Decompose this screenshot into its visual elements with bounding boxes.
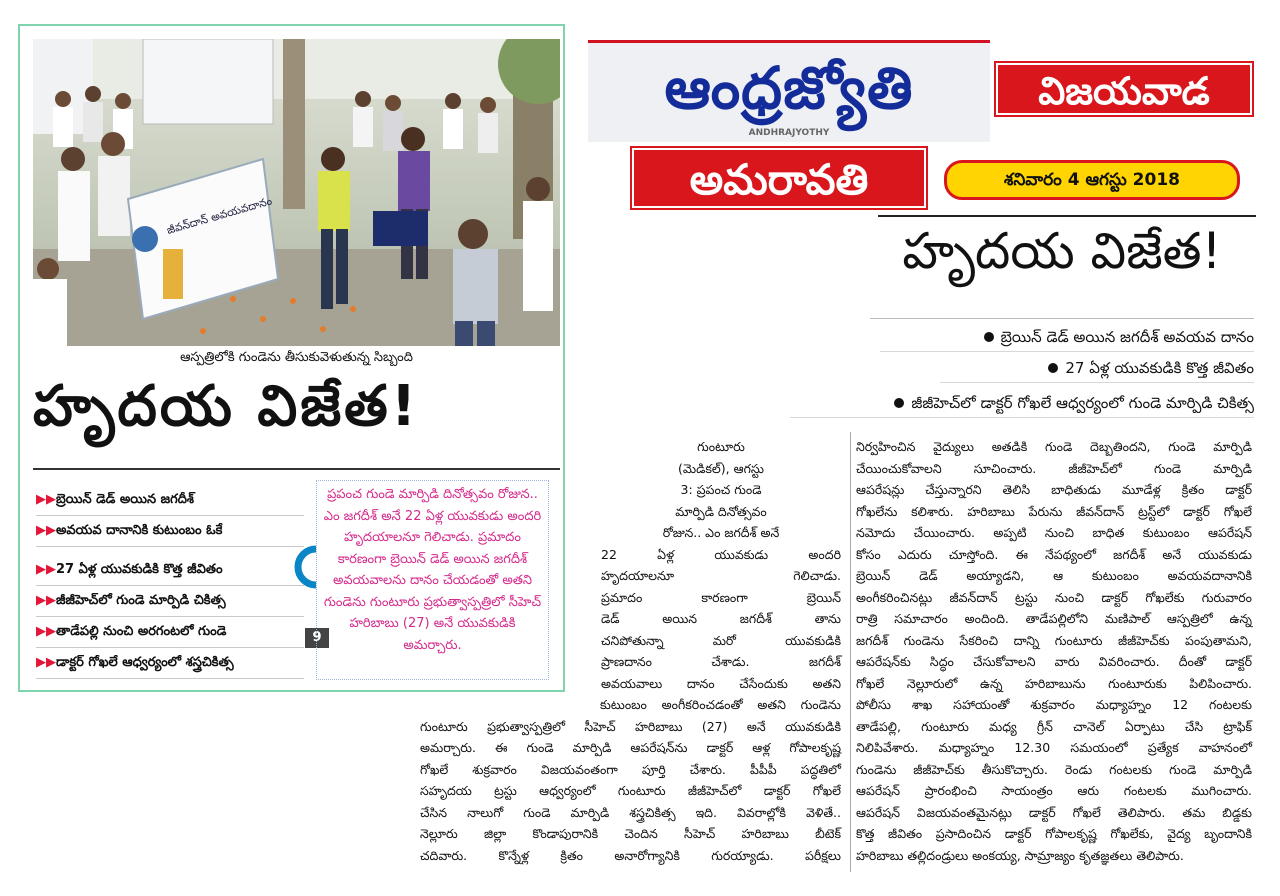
left-headline: హృదయ విజేత! [33,374,420,439]
article-col-2 [856,436,1252,866]
date-badge: శనివారం 4 ఆగస్టు 2018 [944,160,1240,200]
text-line: మార్పిడి దినోత్సవం [675,503,767,519]
right-rule [878,215,1256,217]
text-line: గోఖలేను కలిశారు. హరిబాబు పేరును జీవన్‌దాన్ ట్రస్ట్‌లో డాక్టర్ గోఖలే [856,503,1252,519]
text-line: నెల్లూరు జిల్లా కొండాపురానికి చెందిన సీహెచ్ హరిబాబు బీటెక్ [420,826,841,841]
bullet-icon [984,332,994,342]
text-line: ఆపరేషన్‌కు సిద్ధం చేసుకోవాలని వారు వివరించారు. దీంతో డాక్టర్ [856,654,1252,669]
right-rule-2 [870,318,1254,319]
text-line: హరిబాబు తల్లిదండ్రులు అంకయ్య, సామ్రాజ్యం కృతజ్ఞతలు తెలిపారు. [856,847,1184,863]
text-line: చేసిన నాలుగో గుండె మార్పిడి శస్త్రచికిత్స ఇది. వివరాల్లోకి వెళితే.. [420,804,841,820]
text-line: అమర్చారు. ఈ గుండె మార్పిడి ఆపరేషన్‌ను డాక్టర్ ఆళ్ల గోపాలకృష్ణ [420,740,841,755]
left-point-2: ▶▶అవయవ దానానికి కుటుంబం ఓకే [36,523,304,547]
summary-box: ప్రపంచ గుండె మార్పిడి దినోత్సవం రోజున.. ఎం జగదీశ్ అనే 22 ఏళ్ల యువకుడు అందరి హృదయాలనూ గెలిచాడు. ప్రమాదం కారణంగా బ్రెయిన్ డెడ్ అయిన జగదీశ్ అవయవాలను దానం చేయడంతో అతని గుండెను గుంటూరు ప్రభుత్వాస్పత్రిలో సీహెచ్ హరిబాబు (27) అనే యువకుడికి అమర్చారు. [316,480,549,680]
photo-caption: ఆస్పత్రిలోకి గుండెను తీసుకువెళుతున్న సిబ్బంది [180,350,413,365]
text-line: కుటుంబం అంగీకరించడంతో అతని గుండెను [600,697,841,712]
arrow-icon: ▶▶ [36,593,56,608]
right-point-3: జీజీహెచ్‌లో డాక్టర్ గోఖలే ఆధ్వర్యంలో గుండె మార్పిడి చికిత్స [790,394,1254,418]
bullet-icon [1048,363,1058,373]
masthead-name: ఆంధ్రజ్యోతి [664,54,914,122]
text-line: అంగీకరించినట్లు జీవన్‌దాన్ ట్రస్టు నుంచి డాక్టర్ గోఖలేకు గురువారం [856,589,1252,605]
masthead-english: ANDHRAJYOTHY [748,128,830,138]
text-line: నిలిపివేశారు. మధ్యాహ్నం 12.30 సమయంలో ప్రత్యేక వాహనంలో [856,740,1252,755]
column-divider [850,432,851,872]
arrow-icon: ▶▶ [36,624,56,639]
text-line: 3: ప్రపంచ గుండె [680,482,762,497]
page-number-badge: 9 [305,628,329,648]
text-line: రాత్రి సమాచారం అందింది. తాడేపల్లిలోని మణిపాల్ ఆస్పత్రిలో ఉన్న [856,611,1252,626]
right-headline: హృదయ విజేత! [902,222,1222,280]
left-point-6: ▶▶డాక్టర్ గోఖలే ఆధ్వర్యంలో శస్త్రచికిత్స [36,655,304,679]
text-line: ఆపరేషన్లు చేస్తున్నారని తెలిసి బాధితుడు మూడేళ్ల క్రితం డాక్టర్ [856,482,1252,497]
text-line: తాడేపల్లి, గుంటూరు మధ్య గ్రీన్ చానెల్ ఏర్పాటు చేసి ట్రాఫిక్ [856,718,1252,734]
text-line: 22 ఏళ్ల యువకుడు అందరి [601,546,841,562]
left-point-5: ▶▶తాడేపల్లి నుంచి అరగంటలో గుండె [36,624,304,648]
left-divider [33,468,560,470]
text-line: చనిపోతున్నా మరో యువకుడికి [601,632,841,648]
article-col-1-wide [420,694,841,866]
text-line: ఆపరేషన్ ప్రారంభించి సాయంత్రం ఆరు గంటలకు ముగించారు. [856,783,1252,798]
text-line: చదివారు. కొన్నేళ్ల క్రితం అనారోగ్యానికి గురయ్యాడు. పరీక్షలు [420,847,841,863]
text-line: గుంటూరు ప్రభుత్వాస్పత్రిలో సీహెచ్ హరిబాబు (27) అనే యువకుడికి [420,718,841,734]
text-line: అవయవాలు దానం చేసేందుకు అతని [601,675,841,691]
city-label: విజయవాడ [996,63,1252,115]
text-line: ఆపరేషన్ విజయవంతమైనట్లు డాక్టర్ గోఖలే తెలిపారు. తమ బిడ్డకు [856,804,1252,820]
right-point-2: 27 ఏళ్ల యువకుడికి కొత్త జీవితం [940,359,1254,383]
text-line: చేయించుకోవాలని సూచించారు. జీజీహెచ్‌లో గుండె మార్పిడి [856,460,1252,476]
text-line: జగదీశ్ గుండెను సేకరించి దాన్ని గుంటూరు జీజీహెచ్‌కు పంపుతామని, [856,632,1252,648]
text-line: గోఖలే శుక్రవారం విజయవంతంగా పూర్తి చేశారు. పీపీపీ పద్ధతిలో [420,761,841,777]
text-line: గుండెను జీజీహెచ్‌కు తీసుకొచ్చారు. రెండు గంటలకు గుండె మార్పిడి [856,761,1252,777]
arrow-icon: ▶▶ [36,655,56,670]
text-line: నిర్వహించిన వైద్యులు అతడికి గుండె దెబ్బతిందని, గుండె మార్పిడి [856,439,1252,454]
arrow-icon: ▶▶ [36,492,56,507]
text-line: పోలీసు శాఖ సహాయంతో శుక్రవారం మధ్యాహ్నం 12 గంటలకు [856,697,1252,712]
bullet-icon [894,398,904,408]
left-point-4: ▶▶జీజీహెచ్‌లో గుండె మార్పిడి చికిత్స [36,593,304,617]
text-line: గోఖలే నెల్లూరులో ఉన్న హరిబాబును గుంటూరుకు పిలిపించారు. [856,675,1252,691]
text-line: హృదయాలనూ గెలిచాడు. [601,568,841,583]
arrow-icon: ▶▶ [36,562,56,577]
text-line: కొత్త జీవితం ప్రసాదించిన డాక్టర్ గోపాలకృష్ణ గోఖలేకు, వైద్య బృందానికి [856,826,1252,841]
left-point-3: ▶▶27 ఏళ్ల యువకుడికి కొత్త జీవితం [36,562,304,586]
masthead-logo [588,40,990,142]
text-line: గుంటూరు [697,439,745,454]
text-line: కోసం ఎదురు చూస్తోంది. ఈ నేపథ్యంలో జగదీశ్ అనే యువకుడు [856,546,1252,562]
photo-illustration [33,39,560,346]
left-point-1: ▶▶బ్రెయిన్ డెడ్ అయిన జగదీశ్ [36,492,304,516]
news-photo [33,39,560,346]
arrow-icon: ▶▶ [36,523,56,538]
right-point-1: బ్రెయిన్ డెడ్ అయిన జగదీశ్ అవయవ దానం [880,328,1254,352]
text-line: రోజున.. ఎం జగదీశ్ అనే [662,525,780,540]
text-line: నమోదు చేయించారు. అప్పటి నుంచి బాధిత కుటుంబం ఆపరేషన్ [856,525,1252,540]
text-line: డెడ్ అయిన జగదీశ్ తాను [601,611,841,626]
text-line: (మెడికల్), ఆగస్టు [678,460,764,476]
text-line: ప్రాణదానం చేశాడు. జగదీశ్ [601,654,841,669]
text-line: సహృదయ ట్రస్టు ఆధ్వర్యంలో గుంటూరు జీజీహెచ్‌లో డాక్టర్ గోఖలే [420,783,841,798]
text-line: బ్రెయిన్ డెడ్ అయ్యాడని, ఆ కుటుంబం అవయవదానానికి [856,568,1252,583]
article-col-1-narrow [601,436,841,694]
text-line: ప్రమాదం కారణంగా బ్రెయిన్ [601,589,841,605]
edition-label: అమరావతి [632,148,926,208]
banner-text: జీవన్‌దాన్ అవయవదానం [165,194,274,237]
